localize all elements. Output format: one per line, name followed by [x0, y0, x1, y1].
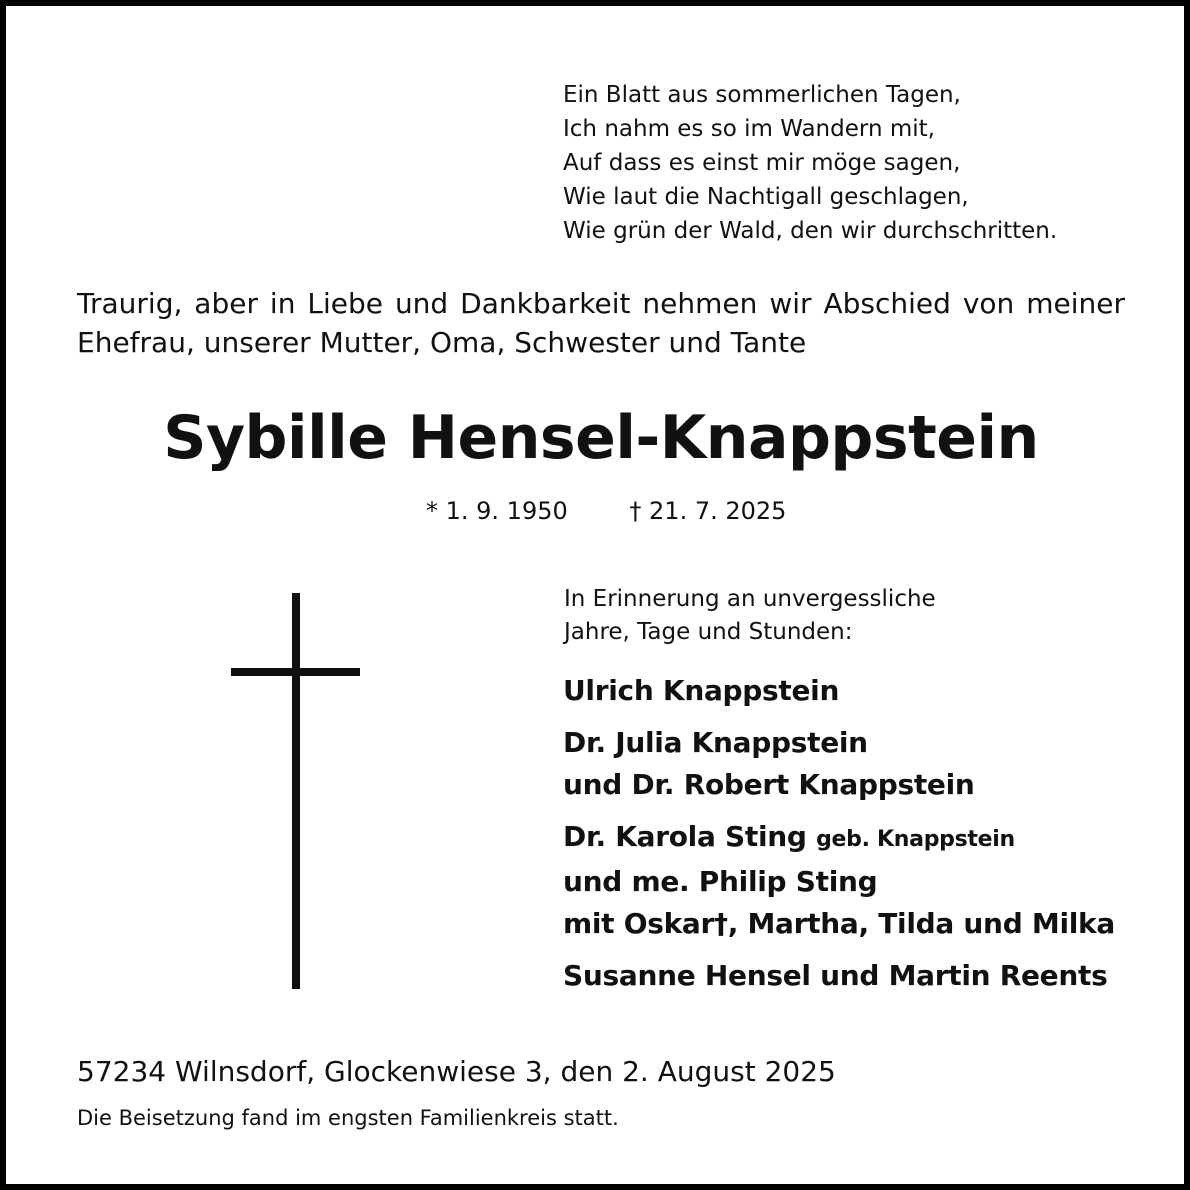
mourner-line: Ulrich Knappstein	[563, 674, 840, 707]
mourner-group	[563, 670, 1115, 712]
place-and-date: 57234 Wilnsdorf, Glockenwiese 3, den 2. August 2025	[77, 1055, 836, 1088]
life-dates	[426, 494, 786, 528]
birth-date: * 1. 9. 1950	[426, 497, 568, 525]
mourner-name: Dr. Karola Sting	[563, 820, 807, 853]
intro-text: Traurig, aber in Liebe und Dankbarkeit nehmen wir Abschied von meiner Ehefrau, unserer Mutter, Oma, Schwester und Tante	[77, 287, 1125, 359]
death-date: † 21. 7. 2025	[629, 497, 787, 525]
cross-horizontal-bar	[231, 668, 360, 676]
cross-vertical-bar	[292, 593, 300, 989]
memory-text	[564, 583, 936, 649]
mourner-line: und Dr. Robert Knappstein	[563, 768, 975, 801]
mourner-group	[563, 955, 1115, 997]
poem	[563, 78, 1163, 248]
poem-line: Auf dass es einst mir möge sagen,	[563, 150, 961, 176]
mourner-line: mit Oskar†, Martha, Tilda und Milka	[563, 907, 1115, 940]
mourner-line: Susanne Hensel und Martin Reents	[563, 959, 1108, 992]
mourner-line: und me. Philip Sting	[563, 865, 878, 898]
burial-note: Die Beisetzung fand im engsten Familienkreis statt.	[77, 1106, 619, 1130]
mourner-group	[563, 722, 1115, 806]
poem-line: Wie laut die Nachtigall geschlagen,	[563, 184, 969, 210]
mourner-line: Dr. Julia Knappstein	[563, 726, 868, 759]
poem-line: Ein Blatt aus sommerlichen Tagen,	[563, 82, 961, 108]
poem-line: Ich nahm es so im Wandern mit,	[563, 116, 935, 142]
memory-line: Jahre, Tage und Stunden:	[564, 619, 853, 645]
mourner-group	[563, 816, 1115, 945]
poem-line: Wie grün der Wald, den wir durchschritten.	[563, 218, 1058, 244]
deceased-name: Sybille Hensel-Knappstein	[163, 403, 1039, 473]
mourners-list	[563, 670, 1115, 1007]
maiden-name: geb. Knappstein	[816, 827, 1015, 852]
mourner-line	[563, 816, 1115, 861]
memory-line: In Erinnerung an unvergessliche	[564, 586, 936, 612]
